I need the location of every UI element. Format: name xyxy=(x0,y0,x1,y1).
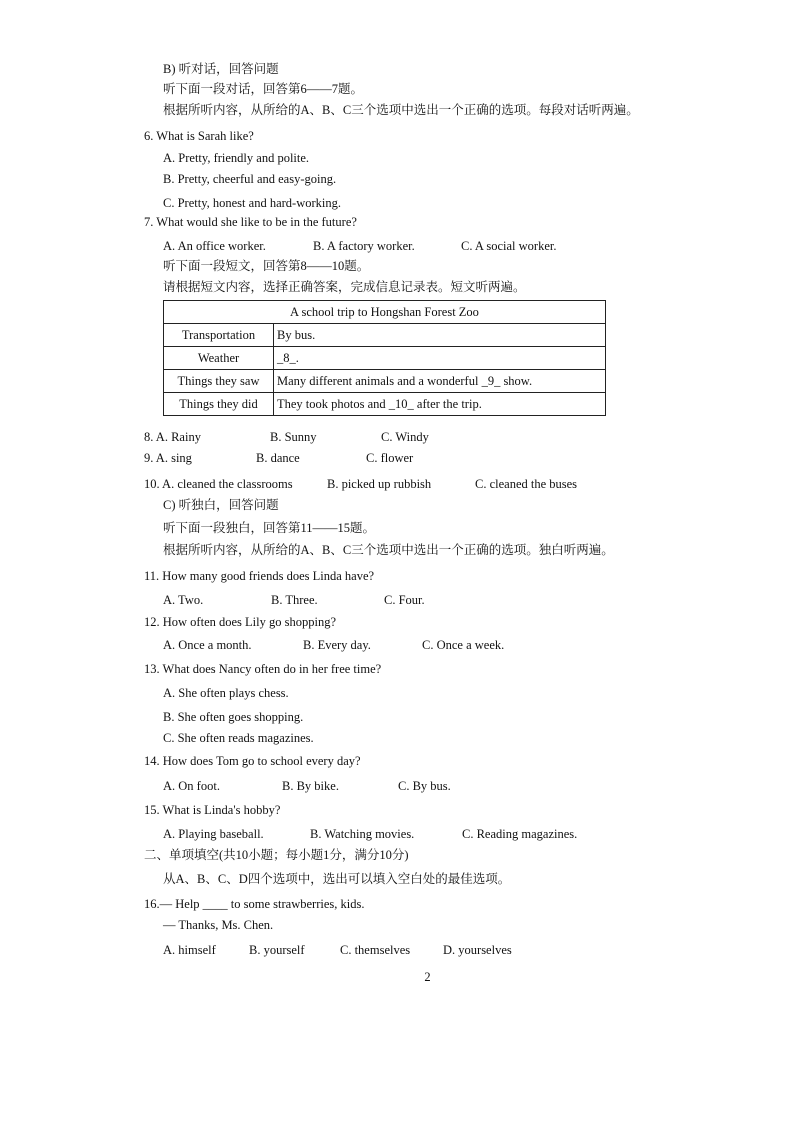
question-7-option-c: C. A social worker. xyxy=(461,239,557,253)
question-13-option-c: C. She often reads magazines. xyxy=(163,731,314,745)
question-16-option-b: B. yourself xyxy=(249,943,305,957)
question-10-option-b: B. picked up rubbish xyxy=(327,477,432,491)
question-12-stem: 12. How often does Lily go shopping? xyxy=(144,615,336,629)
table-title-row xyxy=(164,301,606,324)
question-7-option-a: A. An office worker. xyxy=(163,239,266,253)
question-7-option-b: B. A factory worker. xyxy=(313,239,415,253)
question-7-stem: 7. What would she like to be in the future? xyxy=(144,215,357,229)
question-13-stem: 13. What does Nancy often do in her free time? xyxy=(144,662,382,676)
question-14-option-a: A. On foot. xyxy=(163,779,220,793)
section-b-sub2: 根据所听内容，从所给的A、B、C三个选项中选出一个正确的选项。每段对话听两遍。 xyxy=(163,103,639,117)
question-16-option-d: D. yourselves xyxy=(443,943,512,957)
question-14-option-c: C. By bus. xyxy=(398,779,451,793)
table-row xyxy=(164,393,606,416)
question-15-option-c: C. Reading magazines. xyxy=(462,827,578,841)
question-13-option-a: A. She often plays chess. xyxy=(163,686,289,700)
question-11-option-a: A. Two. xyxy=(163,593,204,607)
table-label: Weather xyxy=(164,347,274,370)
question-10-option-c: C. cleaned the buses xyxy=(475,477,578,491)
question-16-option-a: A. himself xyxy=(163,943,216,957)
question-16-line1: 16.— Help ____ to some strawberries, kids. xyxy=(144,897,365,911)
question-6-stem: 6. What is Sarah like? xyxy=(144,129,254,143)
question-15-stem: 15. What is Linda's hobby? xyxy=(144,803,281,817)
passage-sub1: 听下面一段短文，回答第8——10题。 xyxy=(163,259,370,273)
table-value: They took photos and _10_ after the trip. xyxy=(274,393,606,416)
table-row xyxy=(164,347,606,370)
info-record-table xyxy=(163,300,606,416)
table-value: Many different animals and a wonderful _9_ show. xyxy=(274,370,606,393)
table-row xyxy=(164,370,606,393)
question-8-option-b: B. Sunny xyxy=(270,430,317,444)
question-14-option-b: B. By bike. xyxy=(282,779,339,793)
section-c-sub1: 听下面一段独白，回答第11——15题。 xyxy=(163,521,376,535)
question-10-option-a: 10. A. cleaned the classrooms xyxy=(144,477,293,491)
question-6-option-c: C. Pretty, honest and hard-working. xyxy=(163,196,341,210)
question-11-option-b: B. Three. xyxy=(271,593,318,607)
question-13-option-b: B. She often goes shopping. xyxy=(163,710,304,724)
question-16-option-c: C. themselves xyxy=(340,943,411,957)
section-b-heading: B) 听对话，回答问题 xyxy=(163,62,279,76)
question-16-line2: — Thanks, Ms. Chen. xyxy=(163,918,274,932)
question-15-option-a: A. Playing baseball. xyxy=(163,827,264,841)
question-6-option-b: B. Pretty, cheerful and easy-going. xyxy=(163,172,337,186)
section-c-sub2: 根据所听内容，从所给的A、B、C三个选项中选出一个正确的选项。独白听两遍。 xyxy=(163,543,614,557)
table-label: Transportation xyxy=(164,324,274,347)
question-11-option-c: C. Four. xyxy=(384,593,425,607)
question-15-option-b: B. Watching movies. xyxy=(310,827,415,841)
question-9-option-c: C. flower xyxy=(366,451,414,465)
table-title: A school trip to Hongshan Forest Zoo xyxy=(164,301,606,324)
table-row xyxy=(164,324,606,347)
part-2-heading: 二、单项填空(共10小题；每小题1分，满分10分) xyxy=(144,848,409,862)
table-value: _8_. xyxy=(274,347,606,370)
question-12-option-a: A. Once a month. xyxy=(163,638,252,652)
question-6-option-a: A. Pretty, friendly and polite. xyxy=(163,151,310,165)
question-8-option-c: C. Windy xyxy=(381,430,429,444)
part-2-instruction: 从A、B、C、D四个选项中，选出可以填入空白处的最佳选项。 xyxy=(163,872,511,886)
question-8-option-a: 8. A. Rainy xyxy=(144,430,201,444)
question-9-option-a: 9. A. sing xyxy=(144,451,192,465)
question-12-option-c: C. Once a week. xyxy=(422,638,505,652)
section-c-heading: C) 听独白，回答问题 xyxy=(163,498,279,512)
table-label: Things they did xyxy=(164,393,274,416)
question-9-option-b: B. dance xyxy=(256,451,300,465)
table-value: By bus. xyxy=(274,324,606,347)
page-number: 2 xyxy=(424,970,431,984)
question-12-option-b: B. Every day. xyxy=(303,638,371,652)
section-b-sub1: 听下面一段对话，回答第6——7题。 xyxy=(163,82,364,96)
passage-sub2: 请根据短文内容，选择正确答案，完成信息记录表。短文听两遍。 xyxy=(163,280,526,294)
table-label: Things they saw xyxy=(164,370,274,393)
question-14-stem: 14. How does Tom go to school every day? xyxy=(144,754,361,768)
question-11-stem: 11. How many good friends does Linda have? xyxy=(144,569,375,583)
